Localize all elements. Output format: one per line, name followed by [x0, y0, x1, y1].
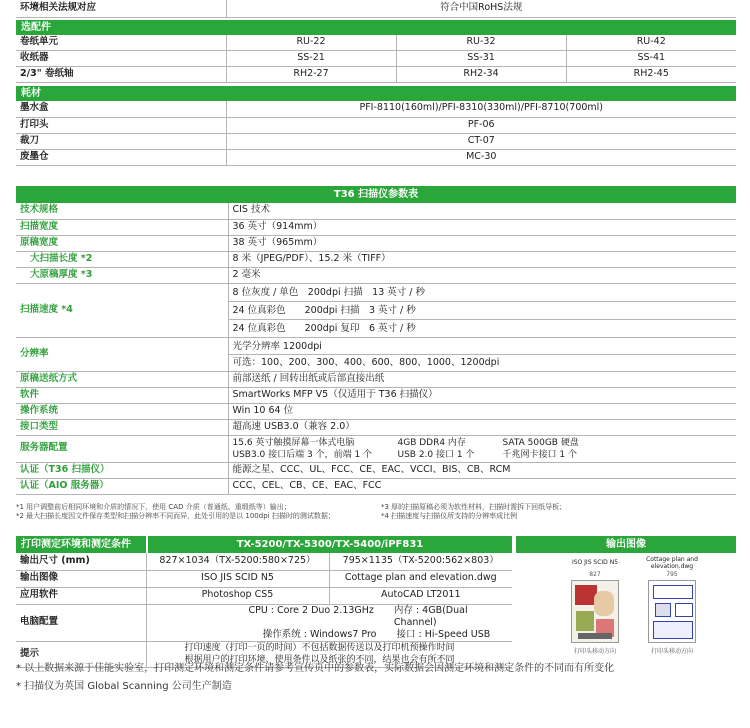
compliance-value: 符合中国RoHS法规: [226, 0, 736, 17]
speed-line: 8 位灰度 / 单色 200dpi 扫描 13 英寸 / 秒: [229, 284, 737, 302]
test-label: 输出尺寸 (mm): [16, 553, 146, 570]
spec-value: 38 英寸（965mm）: [228, 235, 736, 251]
option-label: 2/3" 卷纸轴: [16, 67, 226, 83]
sample-right-width: 795: [666, 571, 678, 578]
note: *2 最大扫描长度因文件保存类型和扫描分辨率不同而异，此处引用的是以 100dpi 扫描时的测试数据；: [16, 511, 335, 520]
spec-value: CIS 技术: [228, 203, 736, 219]
consumable-value: PFI-8110(160ml)/PFI-8310(330ml)/PFI-8710(700ml): [226, 101, 736, 117]
test-header-left: 打印测定环境和测定条件: [16, 536, 146, 553]
consumable-label: 墨水盒: [16, 101, 226, 117]
speed-line: 24 位真彩色 200dpi 扫描 3 英寸 / 秒: [229, 302, 737, 320]
test-value: 795×1135（TX-5200:562×803）: [329, 553, 512, 570]
footnote: * 以上数据来源于佳能实验室，打印测定环境和测定条件请参考宣传页中的参数表，实际数据会因测定环境和测定条件的不同而有所变化: [16, 663, 615, 674]
spec-label: 分辨率: [16, 337, 228, 371]
sample-right-caption: 打印头移动方向: [650, 648, 693, 655]
consumables-table: [16, 101, 736, 166]
consumable-value: MC-30: [226, 149, 736, 165]
spec-label: 扫描速度 *4: [16, 283, 228, 337]
spec-value: 2 毫米: [228, 267, 736, 283]
sample-left-title: ISO JIS SCID N5: [571, 559, 619, 566]
test-header-right: 输出图像: [516, 536, 736, 553]
option-value: RH2-34: [396, 67, 566, 83]
test-label: 电脑配置: [16, 604, 146, 641]
consumable-label: 裁刀: [16, 133, 226, 149]
test-value: AutoCAD LT2011: [329, 587, 512, 604]
server-spec: USB3.0 接口后端 3 个，前端 1 个: [232, 449, 373, 460]
test-value: Photoshop CS5: [146, 587, 329, 604]
spec-label: 扫描宽度: [16, 219, 228, 235]
consumables-header: 耗材: [16, 86, 736, 101]
server-spec: 千兆网卡接口 1 个: [502, 449, 577, 460]
test-header: [16, 536, 736, 553]
server-spec: SATA 500GB 硬盘: [502, 437, 579, 448]
consumable-value: CT-07: [226, 133, 736, 149]
option-value: RH2-45: [566, 67, 736, 83]
test-table: [16, 553, 512, 668]
sample-left-caption: 打印头移动方向: [573, 648, 616, 655]
scanner-notes: [16, 503, 736, 522]
spec-label: 原稿送纸方式: [16, 371, 228, 387]
server-spec: 15.6 英寸触摸屏幕一体式电脑: [232, 437, 355, 448]
option-value: SS-31: [396, 51, 566, 67]
spec-top-section: [16, 0, 736, 166]
options-header: 选配件: [16, 20, 736, 35]
hint-line: 打印速度（打印一页的时间）不包括数据传送以及打印机预操作时间: [184, 643, 455, 653]
consumable-label: 废墨仓: [16, 149, 226, 165]
spec-value: 能源之星、CCC、UL、FCC、CE、EAC、VCCI、BIS、CB、RCM: [228, 462, 736, 478]
scanner-table: [16, 203, 736, 495]
scanner-spec-section: [16, 186, 736, 521]
test-header-models: TX-5200/TX-5300/TX-5400/iPF831: [148, 536, 512, 553]
server-spec: USB 2.0 接口 1 个: [397, 449, 475, 460]
option-value: SS-41: [566, 51, 736, 67]
option-value: RH2-27: [226, 67, 396, 83]
consumable-value: PF-06: [226, 117, 736, 133]
pc-port: 接口 : Hi-Speed USB: [396, 628, 491, 640]
pc-os: 操作系统 : Windows7 Pro: [262, 628, 377, 640]
pc-memory: 内存 : 4GB(Dual Channel): [393, 604, 468, 628]
test-value: ISO JIS SCID N5: [146, 570, 329, 587]
spec-value: 8 米（JPEG/PDF）、15.2 米（TIFF）: [228, 251, 736, 267]
sample-right-image: [648, 580, 696, 643]
test-conditions-section: [16, 536, 736, 668]
spec-label: 接口类型: [16, 419, 228, 435]
hint-line: 根据用户的打印环境、使用条件以及纸张的不同，结果也会有所不同: [184, 655, 455, 665]
spec-label: 操作系统: [16, 403, 228, 419]
spec-value: SmartWorks MFP V5（仅适用于 T36 扫描仪）: [228, 387, 736, 403]
footnotes: [16, 660, 736, 696]
option-value: RU-22: [226, 35, 396, 51]
speed-line: 24 位真彩色 200dpi 复印 6 英寸 / 秒: [232, 322, 416, 334]
options-table: [16, 35, 736, 84]
spec-label: 认证（AIO 服务器）: [16, 478, 228, 494]
option-label: 收纸器: [16, 51, 226, 67]
note: *4 扫描速度与扫描仪所支持的分辨率成比例: [381, 511, 518, 520]
sample-left-width: 827: [589, 571, 601, 578]
server-spec: 4GB DDR4 内存: [397, 437, 466, 448]
footnote: * 扫描仪为英国 Global Scanning 公司生产制造: [16, 681, 232, 692]
note: *3 厚的扫描原稿必须为软性材料，扫描时需拆下回纸导板；: [381, 502, 567, 511]
resolution-line: 可选：100、200、300、400、600、800、1000、1200dpi: [232, 356, 500, 368]
test-label: 应用软件: [16, 587, 146, 604]
note: *1 用户调整前后相同环境和介质的情况下，使用 CAD 介质（普通纸、重缎纸等）输出；: [16, 502, 291, 511]
test-label: 提示: [16, 641, 146, 667]
sample-left-image: [571, 580, 619, 643]
spec-label: 原稿宽度: [16, 235, 228, 251]
test-label: 输出图像: [16, 570, 146, 587]
spec-label: 技术规格: [16, 203, 228, 219]
option-value: RU-32: [396, 35, 566, 51]
resolution-line: 光学分辨率 1200dpi: [229, 338, 737, 355]
spec-value: 36 英寸（914mm）: [228, 219, 736, 235]
consumable-label: 打印头: [16, 117, 226, 133]
spec-value: Win 10 64 位: [228, 403, 736, 419]
spec-label: 认证（T36 扫描仪）: [16, 462, 228, 478]
compliance-table: [16, 0, 736, 18]
spec-label: 大原稿厚度 *3: [16, 267, 228, 283]
spec-label: 软件: [16, 387, 228, 403]
option-label: 卷纸单元: [16, 35, 226, 51]
spec-label: 大扫描长度 *2: [16, 251, 228, 267]
pc-cpu: CPU : Core 2 Duo 2.13GHz: [248, 604, 374, 616]
test-value: 827×1034（TX-5200:580×725）: [146, 553, 329, 570]
option-value: SS-21: [226, 51, 396, 67]
sample-right-title: Cottage plan and elevation.dwg: [646, 556, 698, 570]
spec-value: 前部送纸 / 回转出纸或后部直接出纸: [228, 371, 736, 387]
scanner-title: T36 扫描仪参数表: [16, 186, 736, 203]
output-images: [516, 553, 736, 658]
compliance-label: 环境相关法规对应: [16, 0, 226, 17]
option-value: RU-42: [566, 35, 736, 51]
spec-value: 超高速 USB3.0（兼容 2.0）: [228, 419, 736, 435]
spec-value: CCC、CEL、CB、CE、EAC、FCC: [228, 478, 736, 494]
test-value: Cottage plan and elevation.dwg: [329, 570, 512, 587]
spec-label: 服务器配置: [16, 435, 228, 462]
